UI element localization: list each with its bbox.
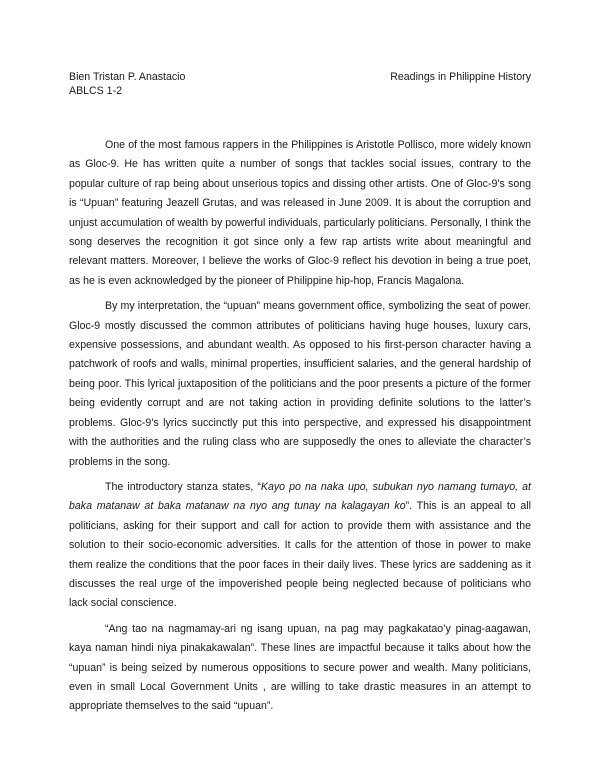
essay-body [69,136,531,723]
paragraph-4: “Ang tao na nagmamay-ari ng isang upuan, na pag may pagkakatao’y pinag-aagawan, kaya naman hindi niya pinakakawalan”. These lines are impactful because it talks about how the “upuan” is being seized by numerous oppositions to secure power and wealth. Many politicians, even in small Local Government Units , are willing to take drastic measures in an attempt to appropriate themselves to the said “upuan”. [69,622,531,713]
paragraph-3-intro: The introductory stanza states, “ [105,480,261,493]
section-label: ABLCS 1-2 [69,85,122,97]
lyric-quote: Kayo po na naka upo, subukan nyo namang tumayo, at baka matanaw at baka matanaw na nyo ang tunay na kalagayan ko [69,480,531,513]
document-header [69,70,531,98]
paragraph-3 [69,478,531,614]
paragraph-2: By my interpretation, the “upuan” means government office, symbolizing the seat of power. Gloc-9 mostly discussed the common attributes of politicians having huge houses, luxury cars, expensive possessions, and abundant wealth. As opposed to his first-person character having a patchwork of roofs and walls, minimal properties, insufficient salaries, and the general hardship of being poor. This lyrical juxtaposition of the politicians and the poor presents a picture of the former being evidently corrupt and are not taking action in providing definite solutions to the latter’s problems. Gloc-9’s lyrics succinctly put this into perspective, and expressed his disappointment with the authorities and the ruling class who are supposedly the ones to alleviate the character’s problems in the song. [69,300,531,468]
paragraph-1: One of the most famous rappers in the Philippines is Aristotle Pollisco, more widely known as Gloc-9. He has written quite a number of songs that tackles social issues, contrary to the popular culture of rap being about unserious topics and dissing other artists. One of Gloc-9’s song is “Upuan” featuring Jeazell Grutas, and was released in June 2009. It is about the corruption and unjust accumulation of wealth by powerful individuals, particularly politicians. Personally, I think the song deserves the recognition it got since only a few rap artists write about meaningful and relevant matters. Moreover, I believe the works of Gloc-9 reflect his devotion in being a true poet, as he is even acknowledged by the pioneer of Philippine hip-hop, Francis Magalona. [69,139,531,287]
paragraph-3-rest: ”. This is an appeal to all politicians, asking for their support and call for action to provide them with assistance and the solution to their socio-economic adversities. It calls for the attention of those in power to make them realize the conditions that the poor faces in their daily lives. These lyrics are saddening as it discusses the real urge of the impoverished people being neglected because of politicians who lack social conscience. [69,500,531,610]
author-name: Bien Tristan P. Anastacio [69,71,186,83]
header-row [69,70,531,84]
course-title: Readings in Philippine History [390,71,531,83]
